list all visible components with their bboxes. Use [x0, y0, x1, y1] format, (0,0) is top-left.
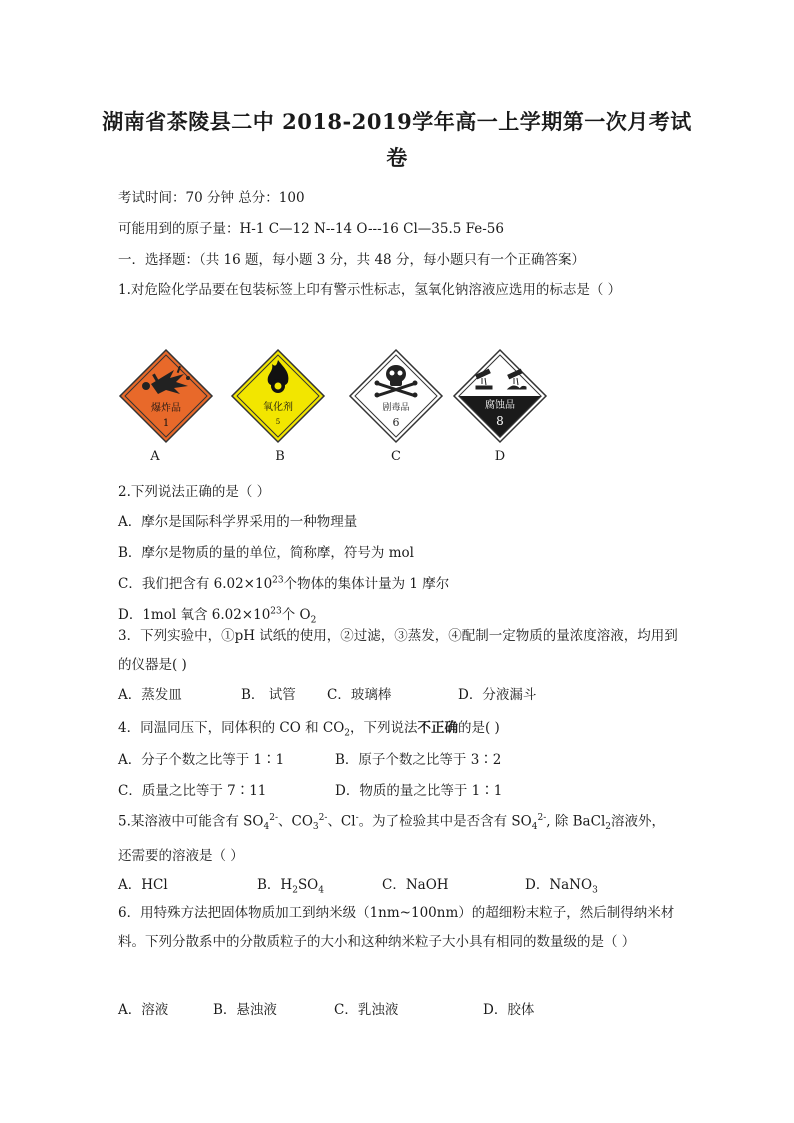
question-3-stem: 3．下列实验中，①pH 试纸的使用，②过滤，③蒸发，④配制一定物质的量浓度溶液，均用到的仪器是( )	[118, 628, 678, 673]
hazard-signs	[118, 348, 558, 468]
question-2-option-a: A．摩尔是国际科学界采用的一种物理量	[118, 514, 358, 530]
question-2-option-c: C．我们把含有 $6.02\times 10^{23}$个物体的集体计量为 1 摩尔	[118, 575, 450, 592]
option-letter: D	[494, 449, 506, 464]
option-letter: C	[391, 449, 401, 464]
sign-label: 氧化剂	[263, 402, 293, 413]
exam-title: 湖南省茶陵县二中 2018-2019学年高一上学期第一次月考试卷	[102, 109, 692, 170]
section-heading: 一．选择题：（共 16 题，每小题 3 分，共 48 分，每小题只有一个正确答案）	[118, 252, 585, 268]
corrosive-sign	[452, 348, 548, 444]
question-4-option-c: C．质量之比等于 7∶11	[118, 783, 267, 799]
question-3-option-b: B． 试管	[241, 687, 296, 703]
question-4-stem: 4．同温同压下，同体积的 CO 和 $CO_2$，下列说法不正确的是( )	[118, 720, 500, 739]
question-5-stem: 5.某溶液中可能含有 $SO_4^{2-}$、$CO_3^{2-}$、Cl-。为了检验其中是否含有 $SO_4^{2-}$, 除 BaCl$_2$溶液外，还需要的溶液是（ ）	[118, 813, 665, 865]
sign-label: 剧毒品	[382, 403, 410, 413]
question-3-option-d: D．分液漏斗	[458, 687, 537, 703]
toxic-sign	[348, 348, 444, 444]
question-5-option-d: D．NaNO$_3$	[525, 877, 598, 896]
question-4-option-d: D．物质的量之比等于 1∶1	[335, 783, 503, 799]
sign-label: 爆炸品	[151, 403, 181, 414]
sign-number: 1	[162, 418, 170, 429]
option-letter: B	[275, 449, 285, 464]
flame-over-circle-icon	[230, 348, 326, 444]
exam-info: 考试时间：70 分钟 总分：100	[118, 190, 305, 206]
question-6-option-a: A．溶液	[118, 1002, 169, 1018]
sign-number: 5	[275, 418, 281, 426]
corrosion-icon	[452, 348, 548, 444]
explosive-sign	[118, 348, 214, 444]
option-letter: A	[150, 449, 160, 464]
question-6-option-d: D．胶体	[483, 1002, 535, 1018]
question-6-option-c: C．乳浊液	[334, 1002, 399, 1018]
question-3-option-a: A．蒸发皿	[118, 687, 182, 703]
sign-number: 6	[392, 416, 400, 429]
question-6-stem: 6．用特殊方法把固体物质加工到纳米级（1nm~100nm）的超细粉末粒子，然后制得纳米材料。下列分散系中的分散质粒子的大小和这种纳米粒子大小具有相同的数量级的是（ ）	[118, 905, 675, 950]
question-2-option-d: D．1mol 氧含 $6.02\times 10^{23}$个 $O_2$	[118, 606, 317, 626]
skull-crossbones-icon	[348, 348, 444, 444]
question-4-option-b: B．原子个数之比等于 3∶2	[335, 752, 502, 768]
sign-number: 8	[496, 414, 504, 428]
question-2-stem: 2.下列说法正确的是（ ）	[118, 484, 271, 500]
question-2-option-b: B．摩尔是物质的量的单位，简称摩，符号为 mol	[118, 545, 414, 561]
oxidizer-sign	[230, 348, 326, 444]
question-5-option-b: B．$H_2SO_4$	[257, 877, 324, 896]
question-4-option-a: A．分子个数之比等于 1∶1	[118, 752, 285, 768]
question-6-option-b: B．悬浊液	[213, 1002, 277, 1018]
question-5-option-a: A．HCl	[118, 877, 168, 893]
question-5-option-c: C．NaOH	[382, 877, 449, 893]
explosion-icon	[118, 348, 214, 444]
question-1-stem: 1.对危险化学品要在包装标签上印有警示性标志，氢氧化钠溶液应选用的标志是（ ）	[118, 282, 622, 298]
question-3-option-c: C．玻璃棒	[327, 687, 392, 703]
atomic-masses: 可能用到的原子量：H-1 C—12 N--14 O---16 Cl—35.5 Fe-56	[118, 221, 504, 237]
sign-label: 腐蚀品	[485, 400, 515, 411]
